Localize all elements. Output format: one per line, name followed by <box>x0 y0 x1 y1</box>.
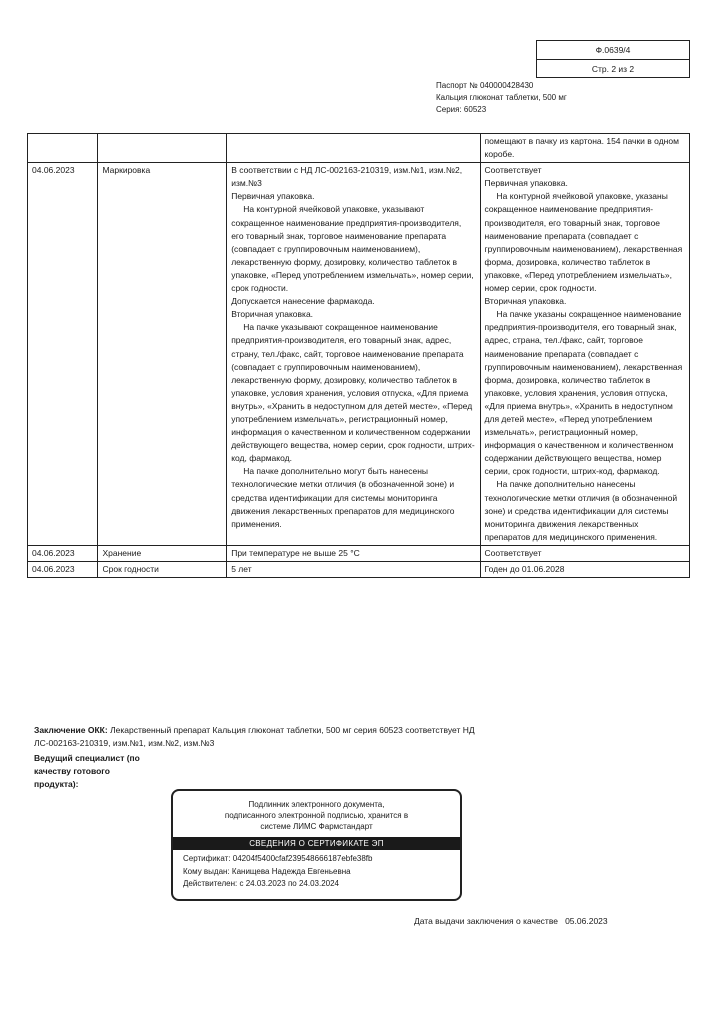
owner-line <box>183 866 460 879</box>
issue-date-value: 05.06.2023 <box>565 916 608 926</box>
stamp-header-line: системе ЛИМС Фармстандарт <box>260 822 373 831</box>
table-row <box>28 134 690 163</box>
stamp-title-bar: СВЕДЕНИЯ О СЕРТИФИКАТЕ ЭП <box>173 837 460 850</box>
result-text: На пачке указаны сокращенное наименование предприятия-производителя, его товарный знак, адрес, страна, тел./факс, сайт, торговое наименование препарата (совпадает с группировочным наименованием), лекарственная форма, дозировка, количество таблеток в упаковке, условия хранения, условия отпуска, «Для приема внутрь», «Хранить в недоступном для детей месте», «Перед употреблением измельчать», регистрационный номер, информация о качественном и количественном содержании действующего вещества, номер серии, срок годности, штрих-код, фармакод. <box>484 309 683 477</box>
requirement-text: В соответствии с НД ЛС-002163-210319, изм.№1, изм.№2, изм.№3 <box>231 165 463 189</box>
specialist-line: продукта): <box>34 779 79 789</box>
result-cell: Соответствует <box>480 545 689 561</box>
certificate-line <box>183 853 460 866</box>
passport-number: Паспорт № 040000428430 <box>436 81 534 90</box>
requirement-cell <box>227 163 480 546</box>
conclusion-label: Заключение ОКК: <box>34 725 108 735</box>
result-cell: Годен до 01.06.2028 <box>480 562 689 578</box>
requirement-cell: 5 лет <box>227 562 480 578</box>
owner-label: Кому выдан: <box>183 866 230 876</box>
e-signature-stamp <box>171 789 462 901</box>
requirement-text: Вторичная упаковка. <box>231 309 314 320</box>
result-text: На контурной ячейковой упаковке, указаны сокращенное наименование предприятия-производителя, его товарный знак, торговое наименование препарата (совпадает с группировочным наименованием), лекарственная форма, дозировка, количество таблеток в упаковке, «Перед употреблением измельчать», номер серии, срок годности. <box>484 191 683 294</box>
form-code: Ф.0639/4 <box>537 41 689 60</box>
certificate-label: Сертификат: <box>183 854 231 863</box>
stamp-header <box>173 799 460 832</box>
table-row <box>28 562 690 578</box>
validity-value: с 24.03.2023 по 24.03.2024 <box>239 879 339 888</box>
indicator-cell: Хранение <box>98 545 227 561</box>
date-cell: 04.06.2023 <box>28 562 98 578</box>
date-cell: 04.06.2023 <box>28 545 98 561</box>
table-row <box>28 163 690 546</box>
validity-line <box>183 878 460 891</box>
result-text: Первичная упаковка. <box>484 178 568 189</box>
series: Серия: 60523 <box>436 105 487 114</box>
page-number: Стр. 2 из 2 <box>591 64 635 74</box>
result-cell: помещают в пачку из картона. 154 пачки в одном коробе. <box>480 134 689 163</box>
issue-date <box>414 916 608 926</box>
specialist-label <box>34 752 140 791</box>
stamp-header-line: Подлинник электронного документа, <box>248 800 385 809</box>
product-name: Кальция глюконат таблетки, 500 мг <box>436 93 567 102</box>
requirement-text: Допускается нанесение фармакода. <box>231 296 375 307</box>
requirement-text: На пачке дополнительно могут быть нанесены технологические метки отличия (в обозначенной зоне) и средства идентификации для системы мониторинга движения лекарственных препаратов для медицинского применения. <box>231 466 455 529</box>
requirement-text: На контурной ячейковой упаковке, указывают сокращенное наименование предприятия-производителя, его товарный знак, торговое наименование препарата (совпадает с группировочным наименованием), лекарственную форму, дозировку, количество таблеток в упаковке, «Перед употреблением измельчать», номер серии, срок годности. <box>231 204 474 294</box>
result-text: Соответствует <box>484 165 542 176</box>
passport-header <box>436 80 567 116</box>
specialist-line: Ведущий специалист (по <box>34 753 140 763</box>
requirement-text: Первичная упаковка. <box>231 191 315 202</box>
owner-value: Канищева Надежда Евгеньевна <box>231 866 351 876</box>
specialist-line: качеству готового <box>34 766 110 776</box>
result-text: На пачке дополнительно нанесены технологические метки отличия (в обозначенной зоне) и средства идентификации для системы мониторинга движения лекарственных препаратов для медицинского применения. <box>484 479 678 542</box>
form-code-box <box>536 40 690 78</box>
requirement-text: На пачке указывают сокращенное наименование предприятия-производителя, его товарный знак, адрес, страну, тел./факс, сайт, торговое наименование препарата (совпадает с группировочным наименованием), лекарственную форму, дозировку, количество таблеток в упаковке, условия хранения, условия отпуска, «Для приема внутрь», «Хранить в недоступном для детей месте», «Перед употреблением измельчать», регистрационный номер, информация о качественном и количественном содержании действующего вещества, номер серии, срок годности, штрих-код, фармакод. <box>231 322 475 464</box>
issue-date-label: Дата выдачи заключения о качестве <box>414 916 558 926</box>
date-cell: 04.06.2023 <box>28 163 98 546</box>
result-cell <box>480 163 689 546</box>
stamp-header-line: подписанного электронной подписью, хранится в <box>224 811 409 820</box>
result-text: Вторичная упаковка. <box>484 296 567 307</box>
indicator-cell: Маркировка <box>98 163 227 546</box>
table-row <box>28 545 690 561</box>
validity-label: Действителен: <box>183 879 238 888</box>
conclusion <box>34 724 504 750</box>
requirement-cell: При температуре не выше 25 °С <box>227 545 480 561</box>
certificate-value: 04204f5400cfaf239548666187ebfe38fb <box>232 854 373 863</box>
conclusion-text: Лекарственный препарат Кальция глюконат таблетки, 500 мг серия 60523 соответствует НД ЛС-002163-210319, изм.№1, изм.№2, изм.№3 <box>34 725 475 748</box>
test-results-table <box>27 133 690 578</box>
indicator-cell: Срок годности <box>98 562 227 578</box>
